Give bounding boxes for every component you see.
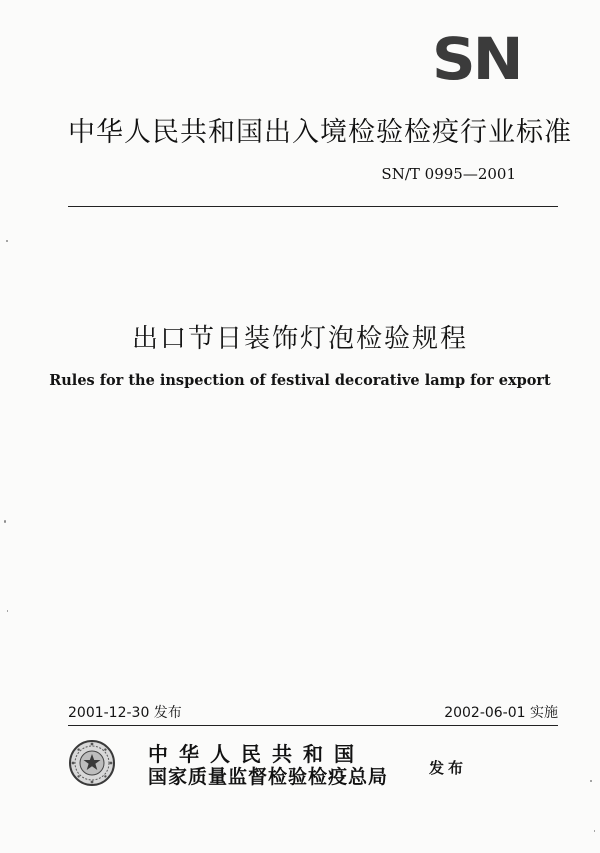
issue-date: 2001-12-30 发布 xyxy=(68,705,182,721)
industry-standard-title: 中华人民共和国出入境检验检疫行业标准 xyxy=(68,117,572,148)
standard-number: SN/T 0995—2001 xyxy=(381,165,516,183)
chinese-title: 出口节日装饰灯泡检验规程 xyxy=(131,324,468,354)
issuing-authority xyxy=(148,743,388,789)
english-title: Rules for the inspection of festival decorative lamp for export xyxy=(49,372,551,389)
sn-logo: SN xyxy=(431,25,521,93)
issue-label: 发布 xyxy=(429,759,468,777)
bottom-divider xyxy=(68,725,558,726)
implementation-date: 2002-06-01 实施 xyxy=(444,705,558,721)
top-divider xyxy=(68,206,558,207)
scan-speck xyxy=(7,610,8,612)
scan-speck xyxy=(4,520,6,523)
issuer-country: 中华人民共和国 xyxy=(148,742,365,766)
national-emblem-seal xyxy=(68,739,116,787)
scan-speck xyxy=(594,830,595,832)
issuer-agency: 国家质量监督检验检疫总局 xyxy=(148,766,389,788)
scan-speck xyxy=(6,240,8,242)
scan-speck xyxy=(590,780,592,782)
